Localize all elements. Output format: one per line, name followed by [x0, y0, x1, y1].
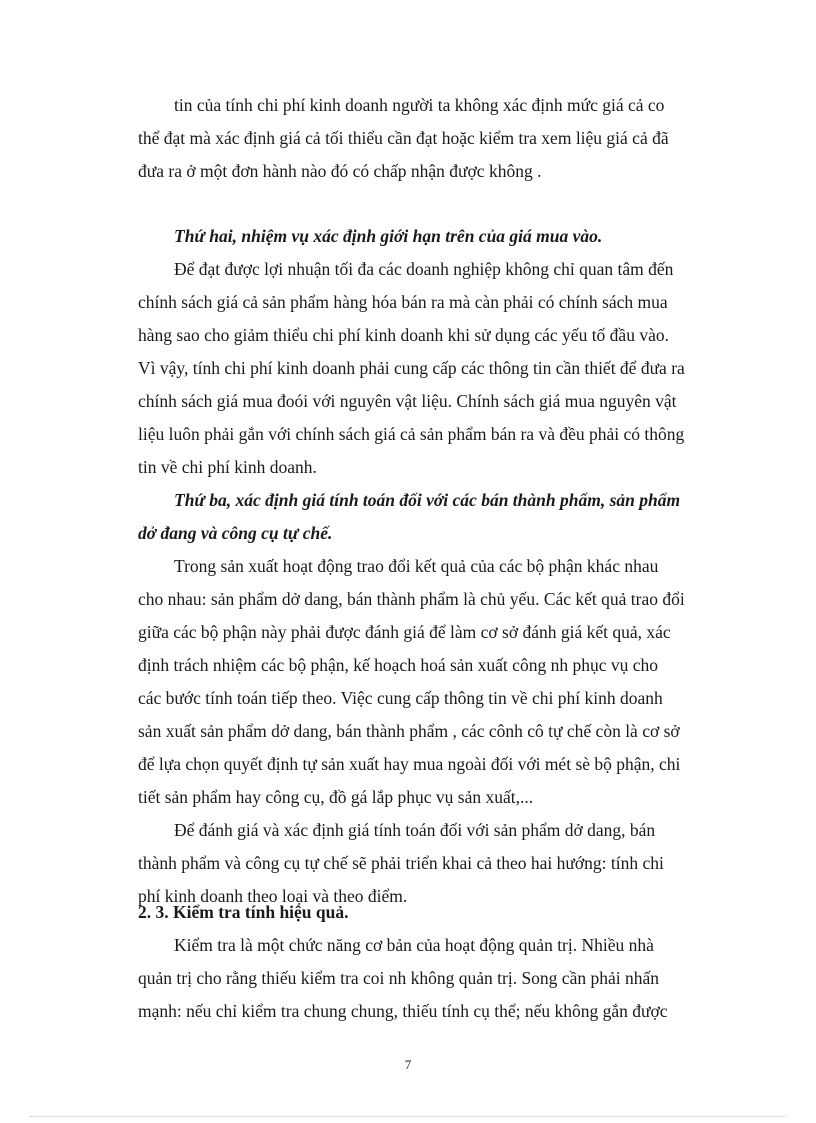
- text-line: Kiểm tra là một chức năng cơ bản của hoạt động quản trị. Nhiều nhà: [174, 935, 654, 955]
- text-line: chính sách giá mua đoói với nguyên vật liệu. Chính sách giá mua nguyên vật: [138, 391, 677, 411]
- text-line: tin của tính chi phí kinh doanh người ta không xác định mức giá cả co: [174, 95, 665, 115]
- text-line: cho nhau: sản phẩm dở dang, bán thành phẩm là chủ yếu. Các kết quả trao đổi: [138, 589, 685, 609]
- heading-line: dở đang và công cụ tự chế.: [138, 523, 333, 543]
- section-heading-2-3: [138, 896, 768, 929]
- text-line: tiết sản phẩm hay công cụ, đồ gá lắp phục vụ sản xuất,...: [138, 787, 534, 807]
- text-line: đưa ra ở một đơn hành nào đó có chấp nhận được không .: [138, 161, 542, 181]
- text-line: phí kinh doanh theo loại và theo điểm.: [138, 886, 408, 906]
- text-line: sản xuất sản phẩm dở dang, bán thành phẩm , các cônh cô tự chế còn là cơ sở: [138, 721, 680, 741]
- text-line: Trong sản xuất hoạt động trao đổi kết quả của các bộ phận khác nhau: [174, 556, 659, 576]
- text-line: định trách nhiệm các bộ phận, kế hoạch hoá sản xuất công nh phục vụ cho: [138, 655, 658, 675]
- paragraph-control: [138, 929, 768, 1028]
- text-line: mạnh: nếu chỉ kiểm tra chung chung, thiếu tính cụ thể; nếu không gắn được: [138, 1001, 668, 1021]
- text-line: quản trị cho rằng thiếu kiểm tra coi nh không quản trị. Song cần phải nhấn: [138, 968, 659, 988]
- paragraph-purchase-price: [138, 253, 768, 484]
- heading-line: 2. 3. Kiểm tra tính hiệu quả.: [138, 902, 349, 922]
- text-line: liệu luôn phải gắn với chính sách giá cả sản phẩm bán ra và đều phải có thông: [138, 424, 685, 444]
- text-line: các bước tính toán tiếp theo. Việc cung cấp thông tin về chi phí kinh doanh: [138, 688, 663, 708]
- text-line: Để đạt được lợi nhuận tối đa các doanh nghiệp không chỉ quan tâm đến: [174, 259, 674, 279]
- text-line: Vì vậy, tính chi phí kinh doanh phải cung cấp các thông tin cần thiết để đưa ra: [138, 358, 685, 378]
- heading-line: Thứ hai, nhiệm vụ xác định giới hạn trên của giá mua vào.: [174, 226, 603, 246]
- section-heading-third: [138, 484, 768, 550]
- page-number: 7: [404, 1057, 412, 1072]
- text-line: thành phẩm và công cụ tự chế sẽ phải triển khai cả theo hai hướng: tính chi: [138, 853, 664, 873]
- text-line: chính sách giá cả sản phẩm hàng hóa bán ra mà càn phải có chính sách mua: [138, 292, 668, 312]
- text-line: để lựa chọn quyết định tự sản xuất hay mua ngoài đối với mét sè bộ phận, chi: [138, 754, 681, 774]
- paragraph-semi-products: [138, 550, 768, 814]
- paragraph-continuation: [138, 89, 768, 188]
- text-line: Để đánh giá và xác định giá tính toán đối với sản phẩm dở dang, bán: [174, 820, 656, 840]
- text-line: tin về chi phí kinh doanh.: [138, 457, 317, 477]
- section-heading-second: [138, 220, 768, 253]
- text-line: hàng sao cho giảm thiểu chi phí kinh doanh khi sử dụng các yếu tố đầu vào.: [138, 325, 669, 345]
- text-line: giữa các bộ phận này phải được đánh giá để làm cơ sở đánh giá kết quả, xác: [138, 622, 671, 642]
- page-bottom-divider: [30, 1116, 786, 1117]
- heading-line: Thứ ba, xác định giá tính toán đối với các bán thành phẩm, sản phẩm: [174, 490, 681, 510]
- text-line: thể đạt mà xác định giá cả tối thiểu cần đạt hoặc kiểm tra xem liệu giá cả đã: [138, 128, 669, 148]
